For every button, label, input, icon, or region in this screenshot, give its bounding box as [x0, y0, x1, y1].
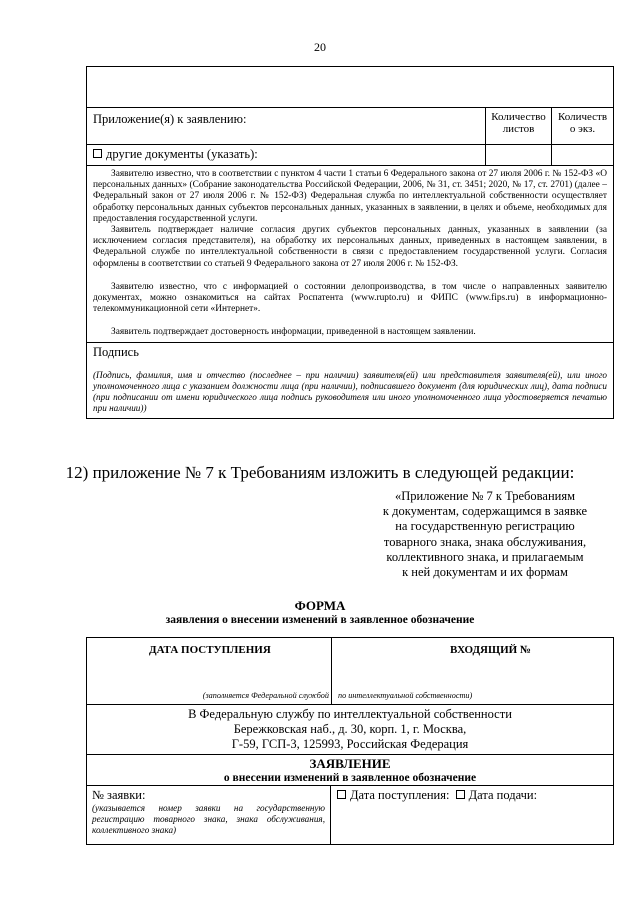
- application-number-cell[interactable]: [87, 786, 331, 844]
- application-subtitle: о внесении изменений в заявленное обозначение: [223, 772, 477, 784]
- receipt-date-checkbox[interactable]: [337, 790, 346, 799]
- other-docs-sheets-cell[interactable]: [485, 145, 551, 165]
- attachments-title: Приложение(я) к заявлению:: [93, 112, 247, 126]
- application-heading: [87, 755, 613, 786]
- date-filing-label: Дата подачи:: [468, 788, 538, 802]
- other-documents-row: [87, 145, 613, 166]
- application-number-hint: (указывается номер заявки на государственную регистрацию товарного знака, знака обслуживания, коллективного знака): [92, 803, 325, 835]
- form-subtitle: заявления о внесении изменений в заявленное обозначение: [165, 614, 475, 626]
- attachments-table: [86, 66, 614, 419]
- form-title: ФОРМА: [294, 598, 346, 613]
- addressee-line: Бережковская наб., д. 30, корп. 1, г. Москва,: [233, 722, 467, 736]
- appendix-ref-line: товарного знака, знака обслуживания,: [383, 534, 587, 549]
- sheets-count-header: Количество листов: [485, 108, 551, 144]
- filing-date-checkbox[interactable]: [456, 790, 465, 799]
- personal-data-notice: [87, 166, 613, 343]
- appendix-reference: [360, 489, 610, 580]
- application-title: ЗАЯВЛЕНИЕ: [309, 756, 391, 771]
- signature-label: Подпись: [93, 344, 139, 359]
- signature-note: (Подпись, фамилия, имя и отчество (последнее – при наличии) заявителя(ей) или представителя заявителя(ей), или иного уполномоченного лица с указанием должности лица (при наличии), подписавшего документ (для юридических лиц), дата подписи (при подписании от имени юридического лица подпись руководителя или иного уполномоченного лица удостоверяется печатью при наличии)): [93, 369, 607, 414]
- other-docs-checkbox[interactable]: [93, 149, 102, 158]
- appendix-ref-line: коллективного знака, и прилагаемым: [386, 549, 584, 564]
- amendment-item-12: 12) приложение № 7 к Требованиям изложить в следующей редакции:: [65, 463, 575, 482]
- notice-paragraph-1: Заявителю известно, что в соответствии с пунктом 4 части 1 статьи 6 Федерального закона от 27 июля 2006 г. № 152-ФЗ «О персональных данных» (Собрание законодательства Российской Федерации, 2006, № 31, ст. 3451; 2020, № 17, ст. 2701) (далее – Федеральный закон от 27 июля 2006 г. № 152-ФЗ) Федеральная служба по интеллектуальной собственности осуществляет обработку персональных данных субъектов персональных данных, указанных в заявлении, в целях и объеме, необходимых для предоставления государственной услуги.: [93, 169, 607, 224]
- application-number-row: [87, 786, 613, 844]
- filled-by-note: (заполняется Федеральной службой: [202, 691, 329, 700]
- addressee-line: Г-59, ГСП-3, 125993, Российская Федерация: [231, 737, 469, 751]
- ip-office-note: по интеллектуальной собственности): [338, 691, 473, 700]
- appendix-ref-line: к ней документам и их формам: [402, 565, 568, 580]
- blank-row: [87, 67, 613, 108]
- copies-count-header: Количеств о экз.: [551, 108, 613, 144]
- dates-cell: [331, 786, 613, 844]
- receipt-date-label: ДАТА ПОСТУПЛЕНИЯ: [149, 644, 271, 656]
- page-number: 20: [314, 40, 326, 54]
- notice-paragraph-2: Заявитель подтверждает наличие согласия других субъектов персональных данных, указанных в заявлении (за исключением согласия представителя), на обработку их персональных данных, приведенных в настоящем заявлении, в Федеральной службе по интеллектуальной собственности в связи с предоставлением государственной услуги. Согласия оформлены в соответствии со статьей 9 Федерального закона от 27 июля 2006 г. № 152-ФЗ.: [93, 225, 607, 269]
- addressee-line: В Федеральную службу по интеллектуальной собственности: [188, 707, 512, 721]
- appendix-ref-line: на государственную регистрацию: [395, 519, 575, 534]
- other-docs-label: другие документы (указать):: [106, 147, 258, 161]
- application-form: [86, 637, 614, 845]
- signature-block: [87, 343, 613, 419]
- date-receipt-label: Дата поступления:: [350, 788, 450, 802]
- other-docs-copies-cell[interactable]: [551, 145, 613, 165]
- application-number-label: № заявки:: [92, 788, 146, 802]
- addressee-block: [87, 705, 613, 755]
- incoming-number-cell: [332, 638, 613, 704]
- receipt-date-cell: [87, 638, 332, 704]
- appendix-ref-line: «Приложение № 7 к Требованиям: [395, 489, 575, 503]
- office-use-row: [87, 638, 613, 705]
- notice-paragraph-4: Заявитель подтверждает достоверность информации, приведенной в настоящем заявлении.: [111, 327, 476, 338]
- attachments-header-row: [87, 108, 613, 145]
- notice-paragraph-3: Заявителю известно, что с информацией о состоянии делопроизводства, в том числе о направленных заявителю документах, можно ознакомиться на сайтах Роспатента (www.rupto.ru) и ФИПС (www.fips.ru) в информационно-телекоммуникационной сети «Интернет».: [93, 281, 607, 315]
- appendix-ref-line: к документам, содержащимся в заявке: [382, 504, 588, 519]
- incoming-number-label: ВХОДЯЩИЙ №: [450, 644, 531, 656]
